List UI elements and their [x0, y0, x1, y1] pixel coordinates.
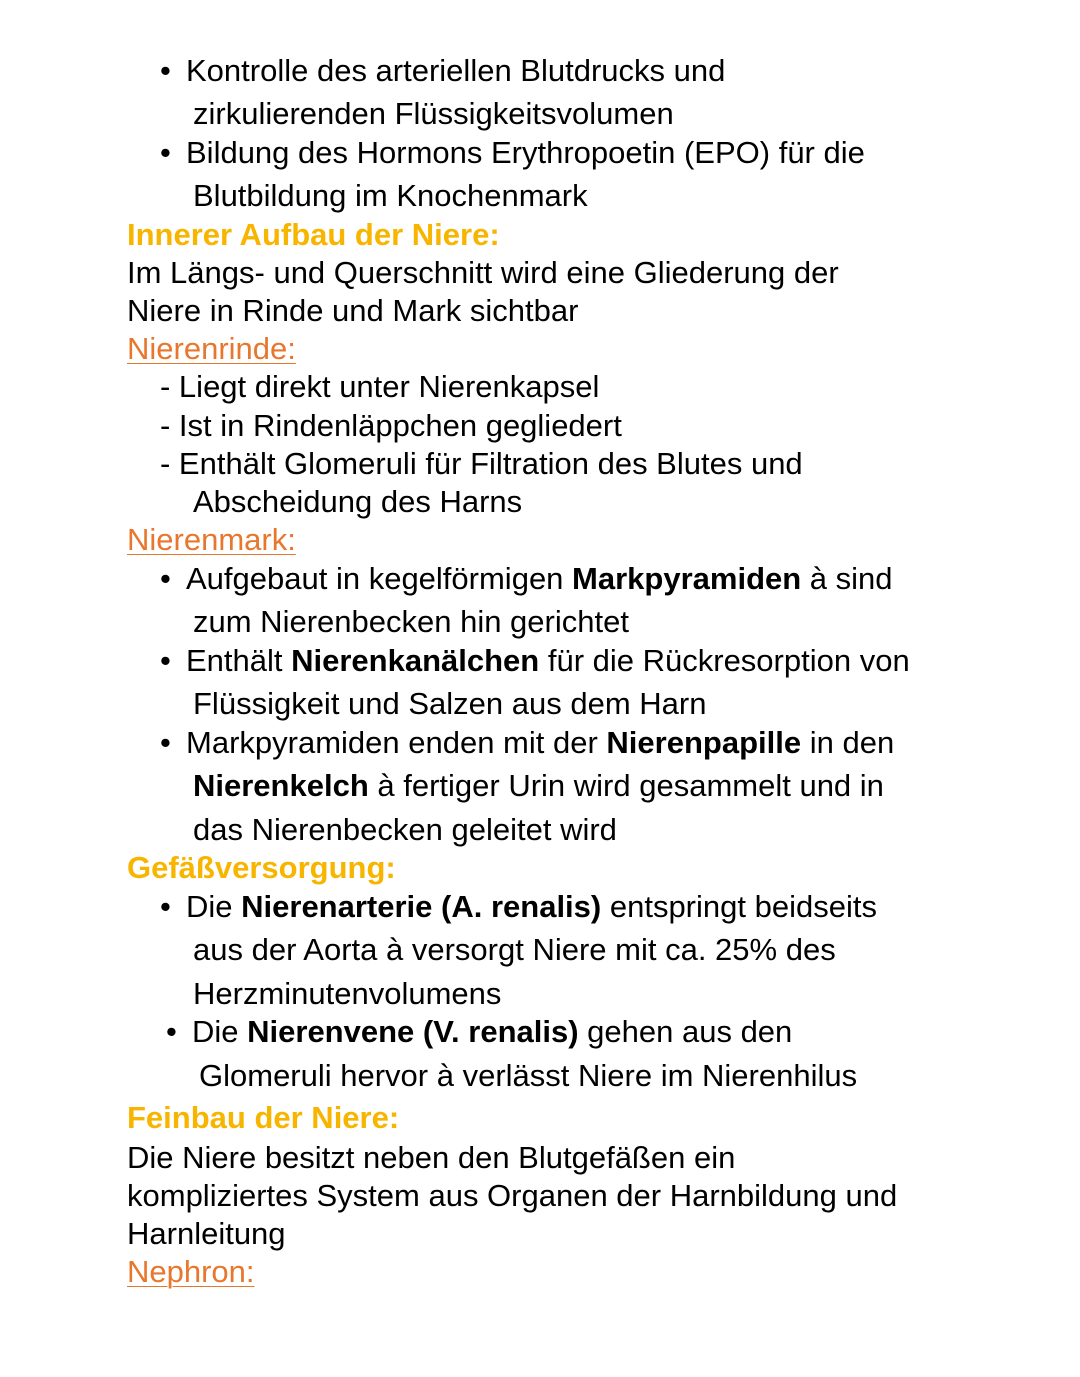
nierenmark-bullet-2: • Enthält Nierenkanälchen für die Rückresorption von — [160, 643, 910, 678]
bullet-cont: Glomeruli hervor à verlässt Niere im Nierenhilus — [199, 1058, 858, 1093]
bullet-cont: Flüssigkeit und Salzen aus dem Harn — [193, 686, 707, 721]
bullet-cont: Nierenkelch à fertiger Urin wird gesammelt und in — [193, 768, 884, 803]
bullet-icon: • — [160, 135, 171, 170]
heading-innerer-aufbau: Innerer Aufbau der Niere: — [127, 217, 500, 252]
bullet-icon: • — [160, 53, 171, 88]
gefaess-bullet-2: • Die Nierenvene (V. renalis) gehen aus den — [166, 1014, 793, 1049]
paragraph-line: Niere in Rinde und Mark sichtbar — [127, 293, 579, 328]
bullet-cont: aus der Aorta à versorgt Niere mit ca. 25% des — [193, 932, 836, 967]
subheading-nierenrinde: Nierenrinde: — [127, 331, 296, 366]
bullet-icon: • — [160, 561, 171, 596]
nierenmark-bullet-1: • Aufgebaut in kegelförmigen Markpyramiden à sind — [160, 561, 893, 596]
gefaess-bullet-1: • Die Nierenarterie (A. renalis) entspringt beidseits — [160, 889, 877, 924]
paragraph-line: Harnleitung — [127, 1216, 286, 1251]
bullet-cont: das Nierenbecken geleitet wird — [193, 812, 617, 847]
heading-feinbau: Feinbau der Niere: — [127, 1100, 400, 1135]
list-item: - Liegt direkt unter Nierenkapsel — [160, 369, 600, 404]
paragraph-line: Im Längs- und Querschnitt wird eine Gliederung der — [127, 255, 839, 290]
bullet-icon: • — [160, 889, 171, 924]
intro-bullet-1: • Kontrolle des arteriellen Blutdrucks und — [160, 53, 726, 88]
intro-bullet-1-cont: zirkulierenden Flüssigkeitsvolumen — [193, 96, 674, 131]
paragraph-line: Die Niere besitzt neben den Blutgefäßen ein — [127, 1140, 736, 1175]
bullet-cont: Herzminutenvolumens — [193, 976, 502, 1011]
intro-bullet-2: • Bildung des Hormons Erythropoetin (EPO) für die — [160, 135, 865, 170]
bullet-icon: • — [166, 1014, 177, 1049]
nierenmark-bullet-3: • Markpyramiden enden mit der Nierenpapille in den — [160, 725, 895, 760]
paragraph-line: kompliziertes System aus Organen der Harnbildung und — [127, 1178, 898, 1213]
bullet-icon: • — [160, 725, 171, 760]
heading-gefaessversorgung: Gefäßversorgung: — [127, 850, 396, 885]
intro-bullet-2-cont: Blutbildung im Knochenmark — [193, 178, 588, 213]
bullet-icon: • — [160, 643, 171, 678]
list-item-cont: Abscheidung des Harns — [193, 484, 523, 519]
subheading-nierenmark: Nierenmark: — [127, 522, 296, 557]
list-item: - Ist in Rindenläppchen gegliedert — [160, 408, 622, 443]
bullet-cont: zum Nierenbecken hin gerichtet — [193, 604, 629, 639]
list-item: - Enthält Glomeruli für Filtration des Blutes und — [160, 446, 803, 481]
subheading-nephron: Nephron: — [127, 1254, 255, 1289]
